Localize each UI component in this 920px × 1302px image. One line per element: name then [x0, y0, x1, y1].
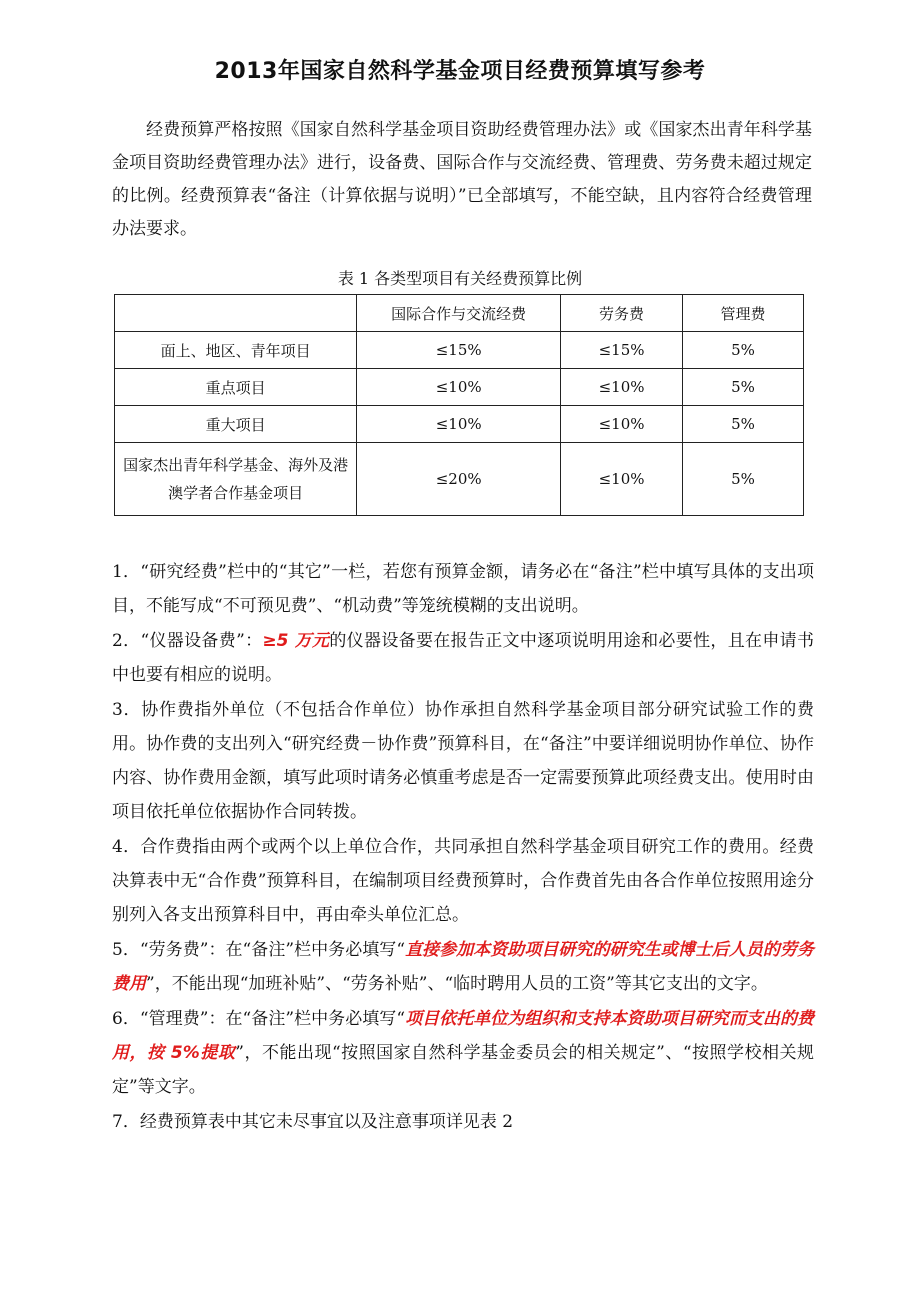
table-cell: 国家杰出青年科学基金、海外及港澳学者合作基金项目 [115, 443, 357, 516]
table-cell: ≤20% [357, 443, 561, 516]
table-header-row [115, 295, 804, 332]
note-item-equipment [112, 624, 814, 692]
note-text: ”，不能出现“按照国家自然科学基金委员会的相关规定”、“按照学校相关规定”等文字。 [112, 1043, 815, 1097]
table-cell: 5% [682, 443, 803, 516]
table-row [115, 369, 804, 406]
notes-list [112, 555, 814, 1140]
table-row [115, 443, 804, 516]
note-item-labor-fee [112, 933, 814, 1001]
table-header-cell: 劳务费 [561, 295, 683, 332]
table-header-cell: 管理费 [682, 295, 803, 332]
table-cell: 5% [682, 406, 803, 443]
table-caption: 表 1 各类型项目有关经费预算比例 [337, 269, 583, 288]
note-text: 5．“劳务费”：在“备注”栏中务必填写“ [112, 940, 406, 960]
note-text: 2．“仪器设备费”： [112, 631, 263, 651]
note-highlight: 项目依托单位为组织和支持本资助项目研究而支出的费用，按 5%提取 [112, 1009, 814, 1063]
table-header-cell [115, 295, 357, 332]
intro-paragraph: 经费预算严格按照《国家自然科学基金项目资助经费管理办法》或《国家杰出青年科学基金项目资助经费管理办法》进行，设备费、国际合作与交流经费、管理费、劳务费未超过规定的比例。经费预算表“备注（计算依据与说明）”已全部填写，不能空缺，且内容符合经费管理办法要求。 [112, 120, 812, 239]
note-highlight: ≥5 万元 [262, 631, 330, 651]
table-cell: ≤10% [357, 406, 561, 443]
note-text: ”，不能出现“加班补贴”、“劳务补贴”、“临时聘用人员的工资”等其它支出的文字。 [146, 974, 768, 994]
table-cell: 重大项目 [115, 406, 357, 443]
table-cell: ≤10% [561, 369, 683, 406]
table-header-cell: 国际合作与交流经费 [357, 295, 561, 332]
table-cell: 5% [682, 369, 803, 406]
table-row [115, 406, 804, 443]
table-cell: ≤10% [561, 443, 683, 516]
table-cell: ≤15% [561, 332, 683, 369]
table-row [115, 332, 804, 369]
note-text: 3．协作费指外单位（不包括合作单位）协作承担自然科学基金项目部分研究试验工作的费用。协作费的支出列入“研究经费－协作费”预算科目，在“备注”中要详细说明协作单位、协作内容、协作费用金额，填写此项时请务必慎重考虑是否一定需要预算此项经费支出。使用时由项目依托单位依据协作合同转拨。 [112, 700, 814, 822]
note-text: 的仪器设备要在报告正文中逐项说明用途和必要性，且在申请书中也要有相应的说明。 [112, 631, 814, 685]
note-item-management-fee [112, 1002, 814, 1104]
note-text: 1．“研究经费”栏中的“其它”一栏，若您有预算金额，请务必在“备注”栏中填写具体的支出项目，不能写成“不可预见费”、“机动费”等笼统模糊的支出说明。 [112, 562, 814, 616]
note-highlight: 直接参加本资助项目研究的研究生或博士后人员的劳务费用 [112, 940, 814, 994]
note-text: 7．经费预算表中其它未尽事宜以及注意事项详见表 2 [112, 1112, 514, 1132]
table-cell: ≤15% [357, 332, 561, 369]
table-cell: ≤10% [357, 369, 561, 406]
budget-ratio-table [114, 294, 804, 516]
table-cell: 5% [682, 332, 803, 369]
note-item-cooperation-fee [112, 830, 814, 932]
note-text: 6．“管理费”：在“备注”栏中务必填写“ [112, 1009, 406, 1029]
table-cell: ≤10% [561, 406, 683, 443]
table-cell: 重点项目 [115, 369, 357, 406]
note-item-other-expense [112, 555, 814, 623]
note-item-see-table-2 [112, 1105, 814, 1139]
document-title: 2013年国家自然科学基金项目经费预算填写参考 [214, 59, 706, 84]
note-text: 4．合作费指由两个或两个以上单位合作，共同承担自然科学基金项目研究工作的费用。经费决算表中无“合作费”预算科目，在编制项目经费预算时，合作费首先由各合作单位按照用途分别列入各支出预算科目中，再由牵头单位汇总。 [112, 837, 814, 925]
table-cell: 面上、地区、青年项目 [115, 332, 357, 369]
note-item-collaboration-fee [112, 693, 814, 829]
